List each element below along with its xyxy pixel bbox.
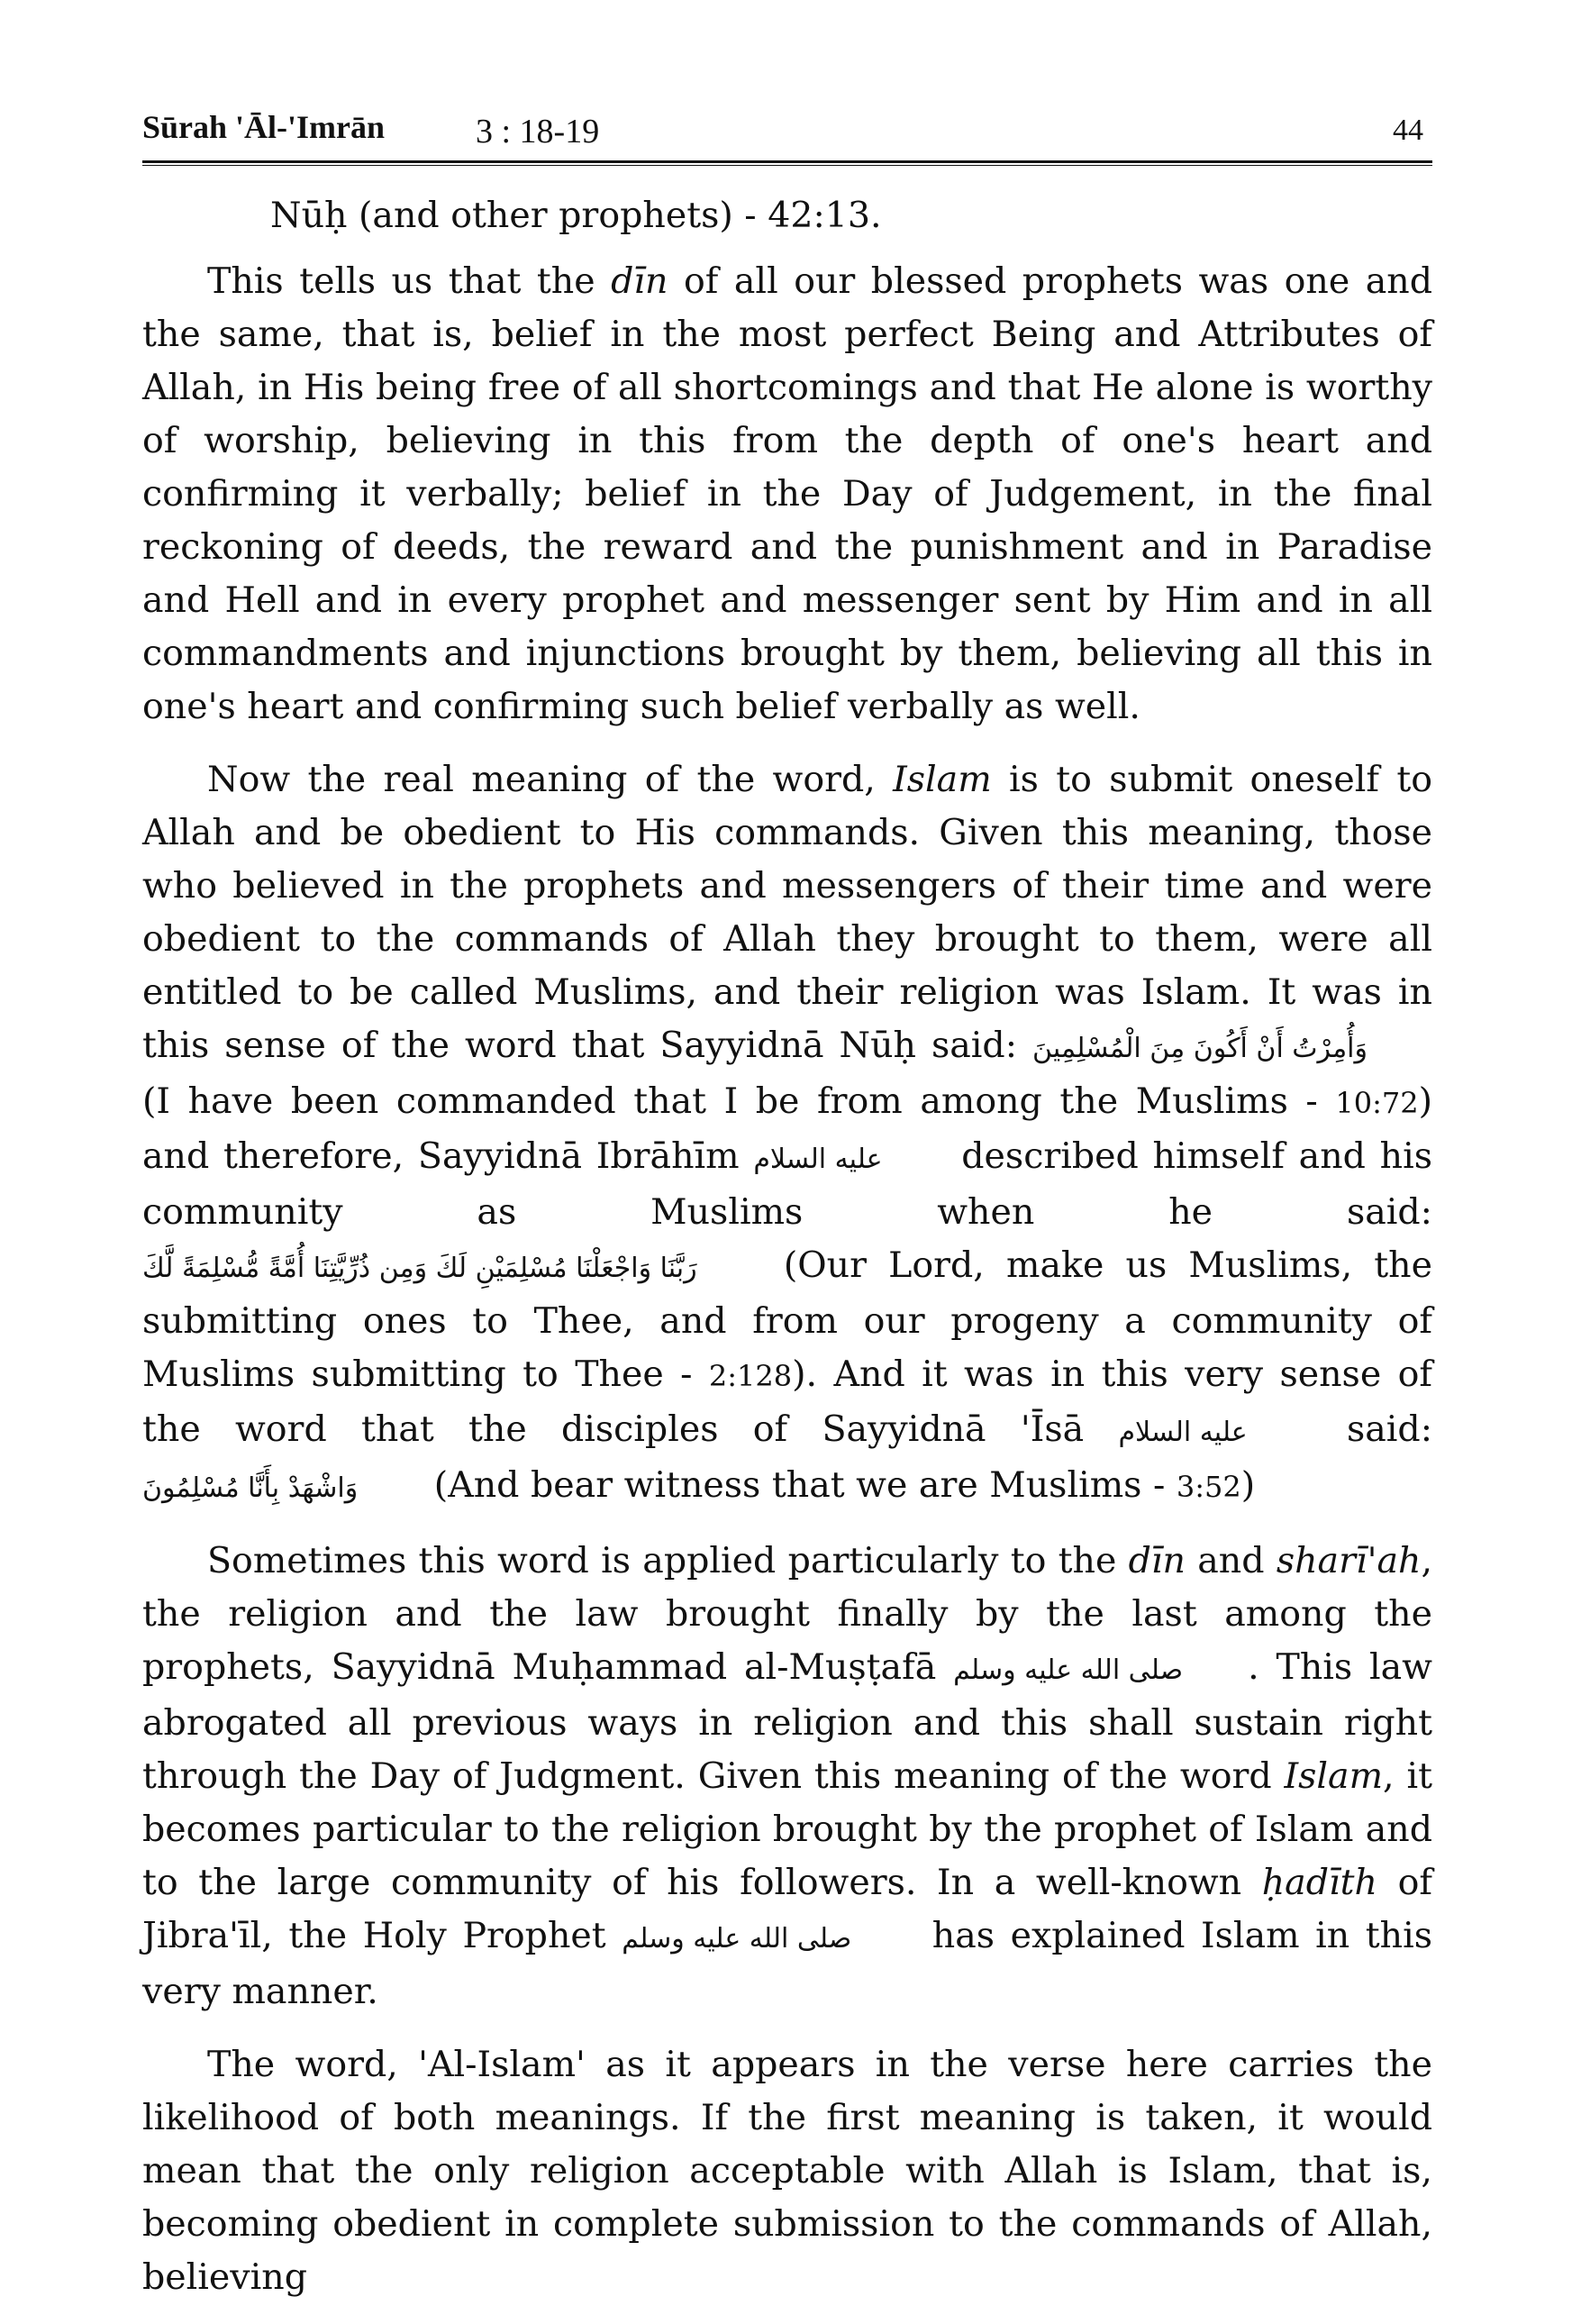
- text: The word, 'Al-Islam' as it appears in the verse here carries the likelihood of both meanings. If the first meaning is taken, it would mean that the only religion acceptable with Allah is Islam, that is, becoming obedient in complete submission to the commands of Allah, believing: [142, 2044, 1432, 2298]
- text: This tells us that the: [207, 260, 612, 302]
- verse-citation: 3:52: [1176, 1470, 1241, 1504]
- text: (And bear witness that we are Muslims -: [423, 1464, 1177, 1506]
- text: described himself and his community as Muslims when he said:: [142, 1135, 1432, 1233]
- text: ) and therefore, Sayyidnā Ibrāhīm: [142, 1080, 1432, 1177]
- text: (Our Lord, make us Muslims, the submitting ones to Thee, and from our progeny a community of Muslims submitting to Thee -: [142, 1244, 1432, 1395]
- term: dīn: [1128, 1540, 1186, 1581]
- text: Now the real meaning of the word,: [207, 759, 894, 800]
- text: Sometimes this word is applied particularly to the: [207, 1540, 1129, 1581]
- text: ): [1240, 1464, 1256, 1506]
- arabic-honorific: عليه السلام: [1118, 1417, 1248, 1448]
- running-title: Sūrah 'Āl-'Imrān: [142, 109, 386, 145]
- paragraph: [142, 2038, 1432, 2304]
- text: of Jibra'īl, the Holy Prophet: [142, 1862, 1432, 1956]
- term: sharī'ah: [1276, 1540, 1422, 1581]
- text: is to submit oneself to Allah and be obedient to His commands. Given this meaning, those who believed in the prophets and messengers of their time and were obedient to the commands of Allah they brought to them, were all entitled to be called Muslims, and their religion was Islam. It was in this sense of the word that Sayyidnā Nūḥ said:: [142, 759, 1432, 1066]
- text: of all our blessed prophets was one and the same, that is, belief in the most perfect Being and Attributes of Allah, in His being free of all shortcomings and that He alone is worthy of worship, believing in this from the depth of one's heart and confirming it verbally; belief in the Day of Judgement, in the final reckoning of deeds, the reward and the punishment and in Paradise and Hell and in every prophet and messenger sent by Him and in all commandments and injunctions brought by them, believing all this in one's heart and confirming such belief verbally as well.: [142, 260, 1433, 727]
- arabic-honorific: صلى الله عليه وسلم: [622, 1923, 852, 1955]
- term: Islam: [893, 759, 992, 800]
- text: , the religion and the law brought finally by the last among the prophets, Sayyidnā Muḥammad al-Muṣṭafā: [142, 1540, 1432, 1688]
- term: dīn: [611, 260, 668, 302]
- paragraph: [142, 1535, 1432, 2019]
- text: (I have been commanded that I be from among the Muslims -: [142, 1080, 1336, 1122]
- verse-citation: 10:72: [1335, 1086, 1419, 1120]
- text: Nūḥ (and other prophets) - 42:13.: [270, 195, 882, 236]
- paragraph: [142, 255, 1432, 734]
- text: . This law abrogated all previous ways in religion and this shall sustain right through the Day of Judgment. Given this meaning of the word: [142, 1646, 1432, 1797]
- verse-citation: 2:128: [708, 1359, 793, 1393]
- text: ). And it was in this very sense of the word that the disciples of Sayyidnā 'Īsā: [142, 1353, 1432, 1450]
- arabic-honorific: عليه السلام: [753, 1144, 883, 1175]
- header-rule: [142, 160, 1432, 166]
- body-text: [142, 189, 1432, 2324]
- arabic-verse: رَبَّنَا وَاجْعَلْنَا مُسْلِمَيْنِ لَكَ وَمِن ذُرِّيَّتِنَا أُمَّةً مُّسْلِمَةً لَّكَ: [142, 1253, 697, 1284]
- arabic-verse: وَأُمِرْتُ أَنْ أَكُونَ مِنَ الْمُسْلِمِينَ: [1032, 1033, 1368, 1064]
- term: ḥadīth: [1261, 1862, 1377, 1903]
- arabic-honorific: صلى الله عليه وسلم: [953, 1654, 1184, 1686]
- term: Islam: [1284, 1755, 1384, 1797]
- paragraph: [142, 753, 1432, 1515]
- verse-reference: 3 : 18-19: [476, 113, 600, 150]
- arabic-verse: وَاشْهَدْ بِأَنَّا مُسْلِمُونَ: [142, 1472, 359, 1504]
- page-header: [142, 101, 1431, 155]
- paragraph-continuation: [142, 189, 1432, 242]
- text: , it becomes particular to the religion brought by the prophet of Islam and to the large community of his followers. In a well-known: [142, 1755, 1432, 1903]
- text: has explained Islam in this very manner.: [142, 1915, 1432, 2012]
- page-number: 44: [1393, 114, 1423, 147]
- text: and: [1185, 1540, 1277, 1581]
- text: said:: [1312, 1408, 1432, 1450]
